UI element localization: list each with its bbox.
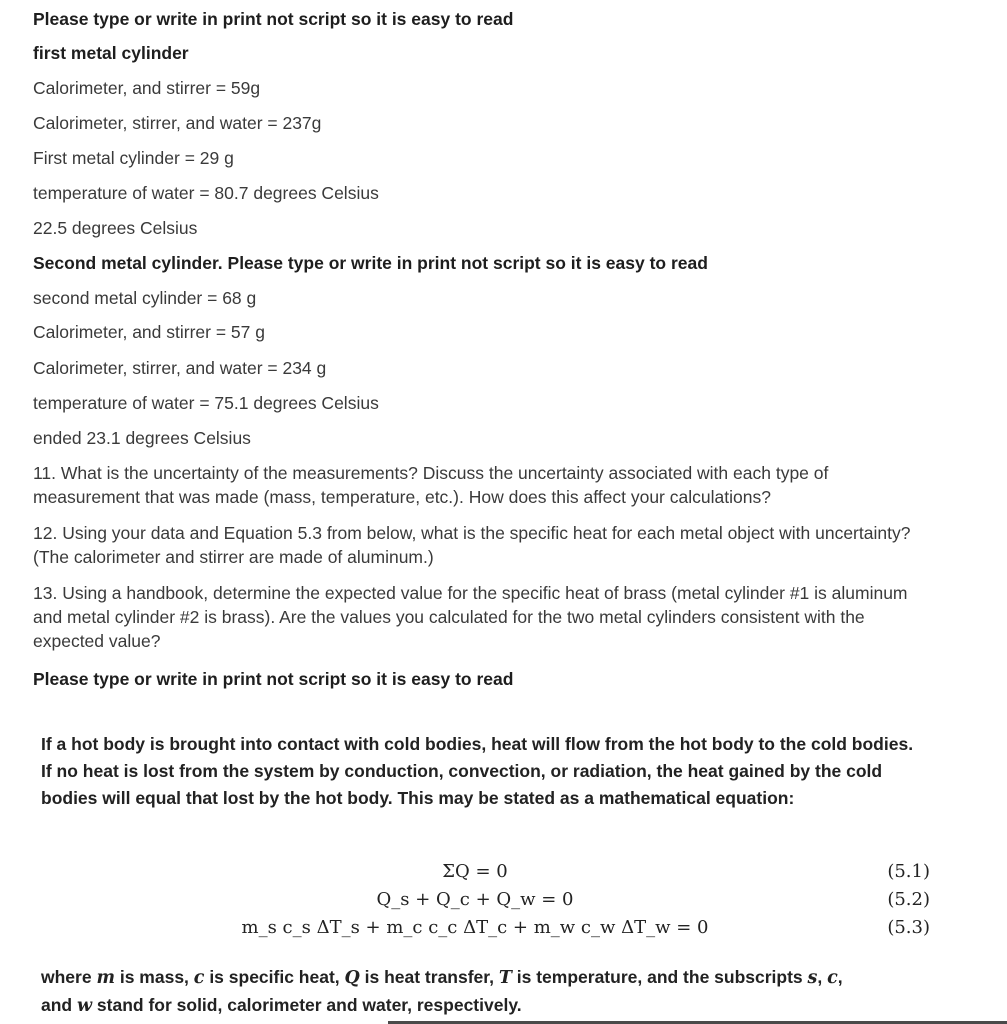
data-line: temperature of water = 75.1 degrees Celsius (33, 393, 379, 413)
equation-5-3: m_s c_s ΔT_s + m_c c_c ΔT_c + m_w c_w ΔT_w = 0 (241, 917, 709, 938)
question-11: 11. What is the uncertainty of the measurements? Discuss the uncertainty associated with each type of measurement that was made (mass, temperature, etc.). How does this affect your calculations? (33, 463, 829, 507)
data-line: First metal cylinder = 29 g (33, 148, 234, 168)
equation-5-1: ΣQ = 0 (442, 861, 508, 882)
first-cylinder-heading: first metal cylinder (33, 43, 189, 63)
data-line: temperature of water = 80.7 degrees Celsius (33, 183, 379, 203)
data-line: ended 23.1 degrees Celsius (33, 428, 251, 448)
equation-5-2: Q_s + Q_c + Q_w = 0 (376, 889, 574, 910)
data-line: Calorimeter, and stirrer = 59g (33, 78, 261, 98)
equation-number: (5.2) (887, 889, 930, 910)
question-12: 12. Using your data and Equation 5.3 from below, what is the specific heat for each metal object with uncertainty? (The calorimeter and stirrer are made of aluminum.) (33, 523, 911, 567)
second-cylinder-heading: Second metal cylinder. Please type or write in print not script so it is easy to read (33, 253, 708, 273)
instruction-heading: Please type or write in print not script so it is easy to read (33, 9, 514, 29)
data-line: Calorimeter, and stirrer = 57 g (33, 322, 265, 342)
instruction-footer: Please type or write in print not script so it is easy to read (33, 669, 514, 689)
data-line: 22.5 degrees Celsius (33, 218, 198, 238)
equation-number: (5.3) (887, 917, 930, 938)
question-13: 13. Using a handbook, determine the expected value for the specific heat of brass (metal cylinder #1 is aluminum and metal cylinder #2 is brass). Are the values you calculated for the two metal cylinders consistent with the expected value? (33, 583, 908, 651)
data-line: Calorimeter, stirrer, and water = 237g (33, 113, 322, 133)
data-line: Calorimeter, stirrer, and water = 234 g (33, 358, 327, 378)
equation-number: (5.1) (887, 861, 930, 882)
data-line: second metal cylinder = 68 g (33, 288, 257, 308)
variable-definitions: where m is mass, c is specific heat, Q is heat transfer, T is temperature, and the subscripts s, c, and w stand for solid, calorimeter and water, respectively. (41, 967, 843, 1016)
excerpt-intro: If a hot body is brought into contact with cold bodies, heat will flow from the hot body to the cold bodies. If no heat is lost from the system by conduction, convection, or radiation, the heat gained by the cold bodies will equal that lost by the hot body. This may be stated as a mathematical equation: (41, 734, 914, 808)
